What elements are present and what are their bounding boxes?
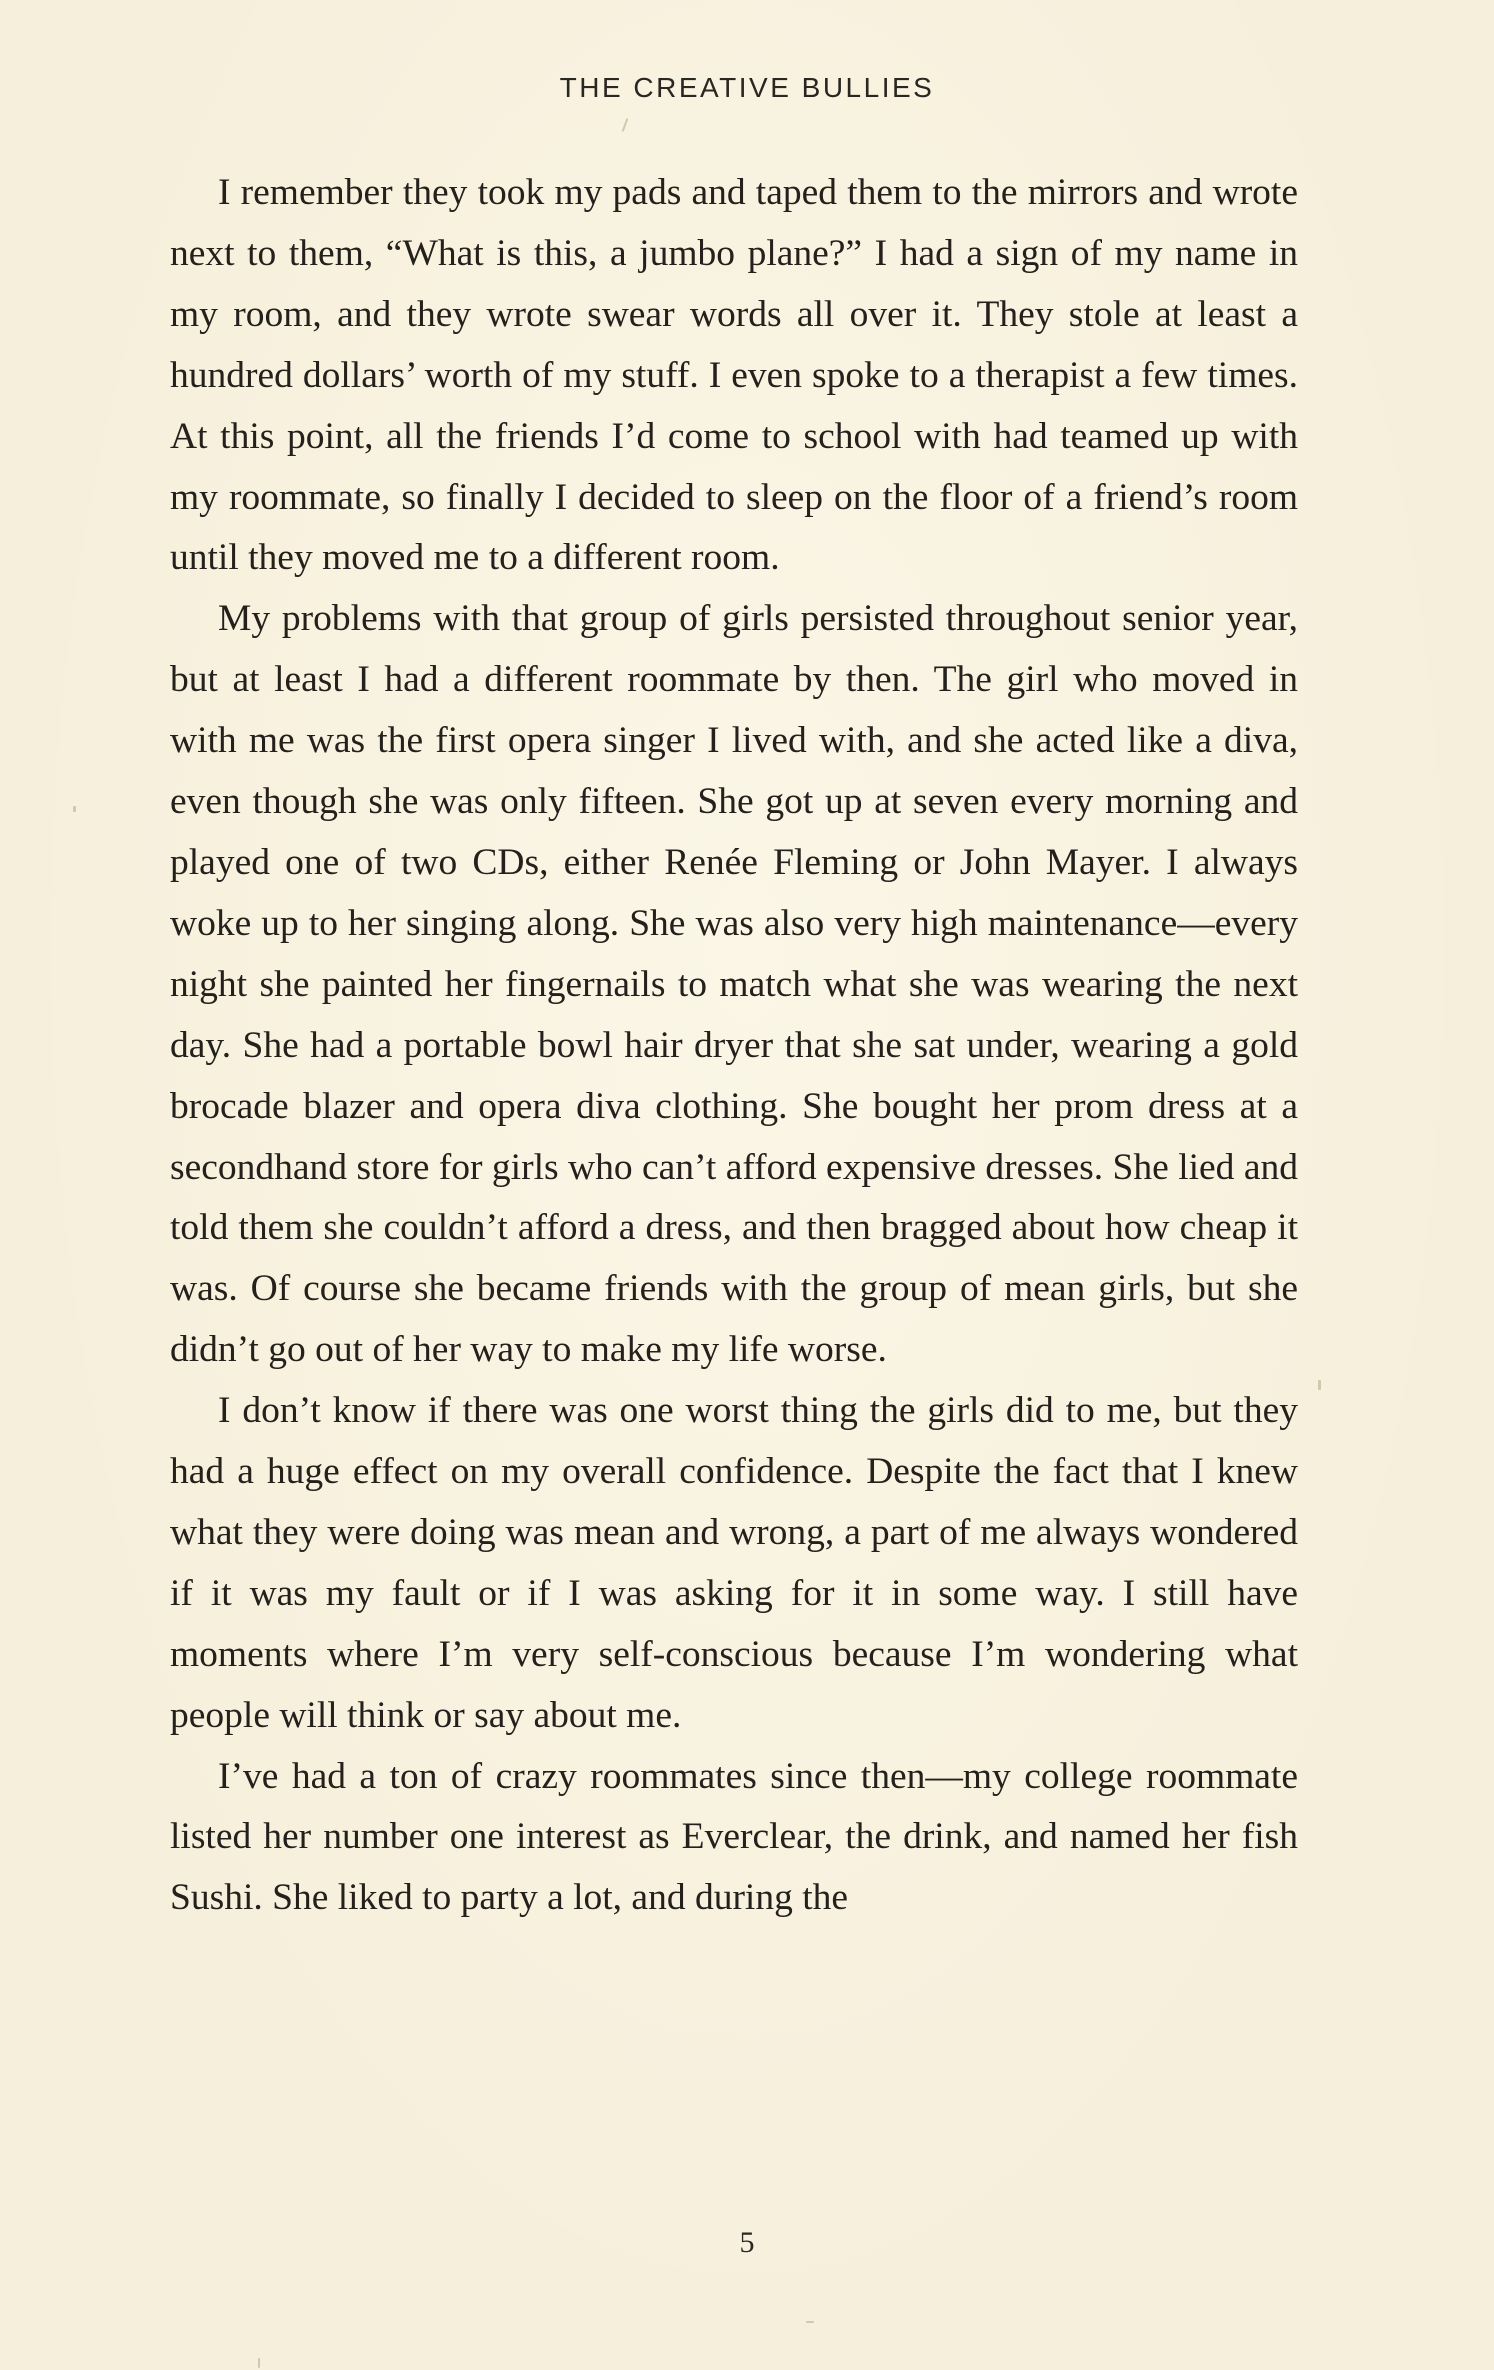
paragraph: I’ve had a ton of crazy roommates since then—my college roommate listed her number one interest as Everclear, the drink, and named her fish Sushi. She liked to party a lot, and during the xyxy=(170,1755,1298,1919)
paragraph: I don’t know if there was one worst thing the girls did to me, but they had a huge effect on my overall confidence. Despite the fact that I knew what they were doing was mean and wrong, a part of me always wondered if it was my fault or if I was asking for it in some way. I still have moments where I’m very self-conscious because I’m wondering what people will think or say about me. xyxy=(170,1390,1298,1736)
paragraph: My problems with that group of girls persisted throughout senior year, but at least I had a different roommate by then. The girl who moved in with me was the first opera singer I lived with, and she acted like a diva, even though she was only fifteen. She got up at seven every morning and played one of two CDs, either Renée Fleming or John Mayer. I always woke up to her singing along. She was also very high maintenance—every night she painted her fingernails to match what she was wearing the next day. She had a portable bowl hair dryer that she sat under, wearing a gold brocade blazer and opera diva clothing. She bought her prom dress at a secondhand store for girls who can’t afford expensive dresses. She lied and told them she couldn’t afford a dress, and then bragged about how cheap it was. Of course she became friends with the group of mean girls, but she didn’t go out of her way to make my life worse. xyxy=(170,598,1298,1371)
running-head: THE CREATIVE BULLIES xyxy=(559,72,935,103)
paper-speck xyxy=(622,118,629,132)
page-number: 5 xyxy=(739,2226,755,2259)
paragraph: I remember they took my pads and taped them to the mirrors and wrote next to them, “What is this, a jumbo plane?” I had a sign of my name in my room, and they wrote swear words all over it. They stole at least a hundred dollars’ worth of my stuff. I even spoke to a therapist a few times. At this point, all the friends I’d come to school with had teamed up with my roommate, so finally I decided to sleep on the floor of a friend’s room until they moved me to a different room. xyxy=(170,172,1298,579)
paper-speck xyxy=(73,806,76,812)
paper-speck xyxy=(1318,1380,1321,1390)
paper-speck xyxy=(258,2358,260,2368)
body-text xyxy=(170,163,1298,1929)
paper-speck xyxy=(806,2321,814,2323)
